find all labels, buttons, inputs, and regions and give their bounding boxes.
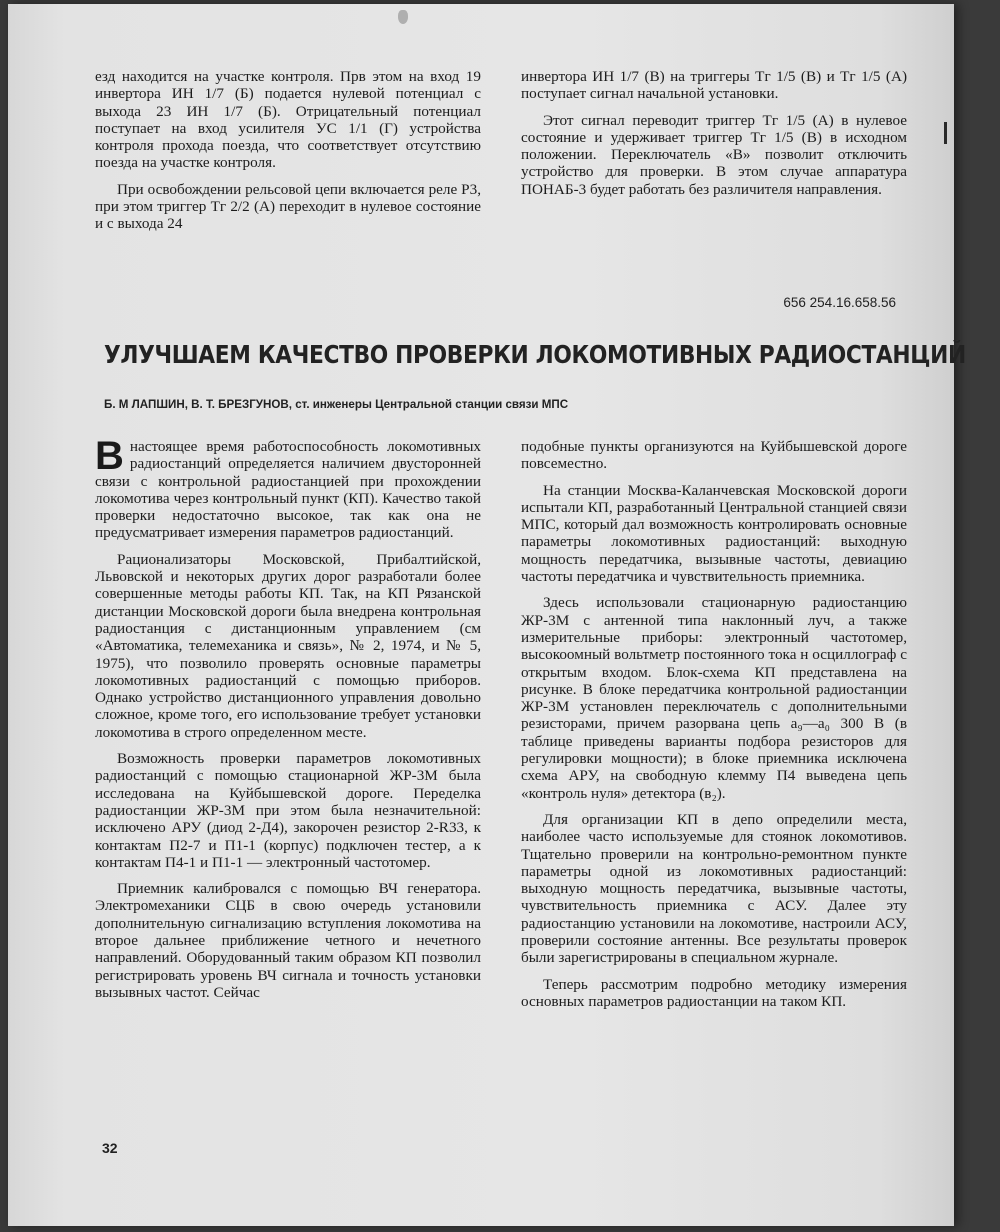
page-number: 32 [102,1140,118,1156]
paragraph: При освобождении рельсовой цепи включается реле Р3, при этом триггер Тг 2/2 (А) переходит в нулевое состояние и с выхода 24 [95,180,481,233]
paragraph: Приемник калибровался с помощью ВЧ генератора. Электромеханики СЦБ в свою очередь установили дополнительную сигнализацию вступления локомотива на второе дальнее приближение четного и нечетного направлений. Оборудованный таким образом КП позволил регистрировать уровень ВЧ сигнала и точность установки вызывных частот. Сейчас [95,880,481,1001]
paragraph: Возможность проверки параметров локомотивных радиостанций с помощью стационарной ЖР-3М была исследована на Куйбышевской дороге. Переделка радиостанции ЖР-3М при этом была незначительной: исключено АРУ (диод 2-Д4), закорочен резистор 2-R33, к контактам П2-7 и П1-1 (корпус) подключен тестер, а к контактам П4-1 и П1-1 — электронный частотомер. [95,750,481,871]
paragraph: Теперь рассмотрим подробно методику измерения основных параметров радиостанции на таком КП. [521,975,907,1010]
top-left-column [95,68,481,233]
article-title: УЛУЧШАЕМ КАЧЕСТВО ПРОВЕРКИ ЛОКОМОТИВНЫХ РАДИОСТАНЦИЙ [104,340,966,369]
paragraph: Здесь использовали стационарную радиостанцию ЖР-3М с антенной типа наклонный луч, а также измерительные приборы: электронный частотомер, высокоомный вольтметр постоянного тока н осциллограф с открытым входом. Блок-схема КП представлена на рисунке. В блоке передатчика контрольной радиостанции ЖР-3М установлен переключатель с дополнительными резисторами, причем разорвана цепь а₉—а₀ 300 В (в таблице приведены варианты подбора резисторов для регулировки мощности); в блоке приемника исключена схема АРУ, на свободную клемму П4 выведена цепь «контроль нуля» детектора (в₂). [521,594,907,802]
udc-code: 656 254.16.658.56 [783,295,896,310]
paragraph: Рационализаторы Московской, Прибалтийской, Львовской и некоторых других дорог разработали более совершенные методы работы КП. Так, на КП Рязанской дистанции Московской дороги была внедрена контрольная радиостанция с дистанционным управлением (см «Автоматика, телемеханика и связь», № 2, 1974, и № 5, 1975), что позволило проверять основные параметры локомотивных радиостанций с помощью приборов. Однако устройство дистанционного управления довольно сложное, кроме того, его использование требует установки локомотива в строго определенном месте. [95,550,481,741]
lead-text: настоящее время работоспособность локомотивных радиостанций определяется наличием двусторонней связи с контрольной радиостанцией при прохождении локомотива через контрольный пункт (КП). Качество такой проверки недостаточно высокое, так как она не предусматривает измерения параметров радиостанций. [95,438,481,542]
main-right-column [521,438,907,1010]
margin-mark [944,122,947,144]
paragraph: Этот сигнал переводит триггер Тг 1/5 (А) в нулевое состояние и удерживает триггер Тг 1/5 (В) в исходном положении. Переключатель «В» позволит отключить устройство для проверки. В этом случае аппаратура ПОНАБ-3 будет работать без различителя направления. [521,111,907,198]
paragraph: инвертора ИН 1/7 (В) на триггеры Тг 1/5 (В) и Тг 1/5 (А) поступает сигнал начальной установки. [521,68,907,103]
paragraph: подобные пункты организуются на Куйбышевской дороге повсеместно. [521,438,907,473]
paragraph: Для организации КП в депо определили места, наиболее часто используемые для стоянок локомотивов. Тщательно проверили на контрольно-ремонтном пункте параметры одной из локомотивных радиостанций: выходную мощность передатчика, вызывные частоты, чувствительность приемника с АСУ. Далее эту радиостанцию установили на локомотиве, настроили АСУ, проверили состояние антенны. Все результаты проверок были зарегистрированы в специальном журнале. [521,810,907,967]
article-authors: Б. М ЛАПШИН, В. Т. БРЕЗГУНОВ, ст. инженеры Центральной станции связи МПС [104,398,569,411]
drop-cap: В [95,434,124,478]
main-left-column [95,434,481,1001]
journal-page [8,4,966,1226]
print-smudge-mark [398,10,408,24]
paragraph: На станции Москва-Каланчевская Московской дороги испытали КП, разработанный Центральной станцией связи МПС, который дал возможность контролировать основные параметры локомотивных радиостанций: выходную мощность передатчика, вызывные частоты, девиацию частоты передатчика и чувствительность приемника. [521,481,907,586]
paragraph: езд находится на участке контроля. Прв этом на вход 19 инвертора ИН 1/7 (Б) подается нулевой потенциал с выхода 23 ИН 1/7 (Б). Отрицательный потенциал поступает на вход усилителя УС 1/1 (Г) устройства контроля прохода поезда, что соответствует отсутствию поезда на участке контроля. [95,68,481,172]
top-right-column [521,68,907,198]
lead-paragraph [95,434,481,542]
